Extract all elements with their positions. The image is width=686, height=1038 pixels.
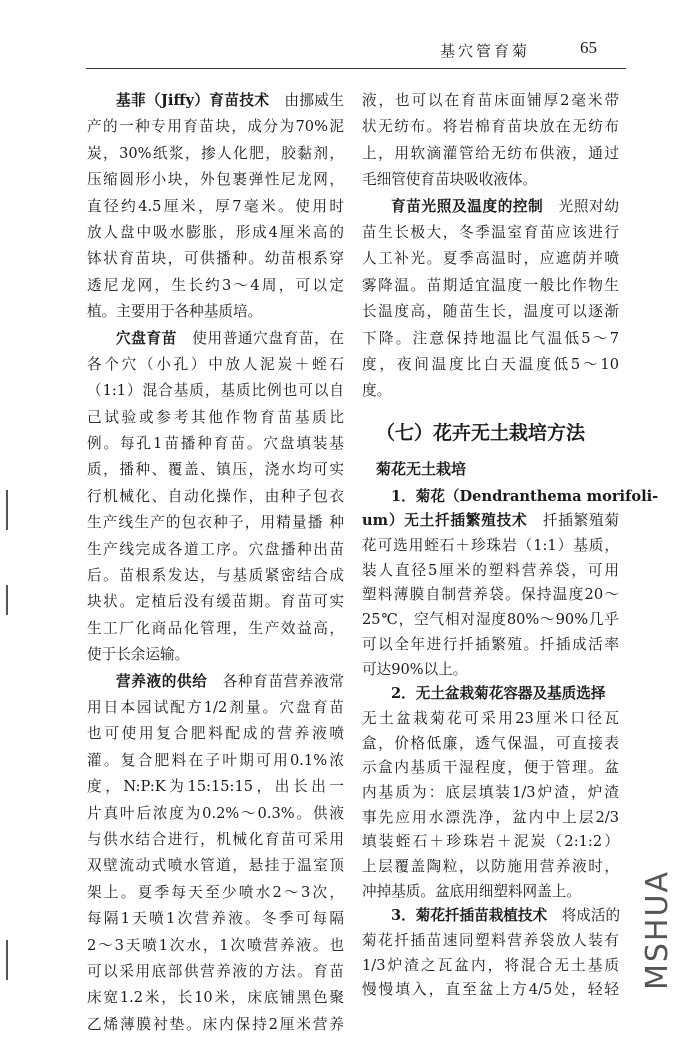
line-text: 放人盘中吸水膨胀，形成4厘米高的	[87, 223, 344, 241]
line-text: 钵状育苗块，可供播种。幼苗根系穿	[87, 250, 344, 268]
text-line	[87, 563, 344, 589]
text-line	[362, 352, 619, 378]
text-line	[362, 534, 619, 559]
text-line	[362, 682, 619, 707]
line-text: 可达90%以上。	[362, 660, 468, 678]
text-line	[87, 273, 344, 299]
text-line	[87, 194, 344, 220]
text-line	[362, 756, 619, 781]
text-line	[87, 246, 344, 272]
line-text: 质，播种、覆盖、镇压，浇水均可实	[87, 461, 344, 479]
text-line	[362, 880, 619, 905]
text-line	[87, 933, 344, 959]
text-line	[87, 537, 344, 563]
line-text: 花可选用蛭石＋珍珠岩（1:1）基质，	[362, 537, 619, 555]
text-line	[362, 929, 619, 954]
text-line	[362, 732, 619, 757]
text-line	[87, 748, 344, 774]
line-text: 使于长余运输。	[87, 646, 190, 664]
run-in-heading: 育苗光照及温度的控制	[391, 197, 544, 215]
running-title: 基穴管育菊	[440, 42, 531, 60]
text-line	[87, 827, 344, 853]
left-column	[87, 88, 344, 1038]
text-line	[87, 589, 344, 615]
line-text: 毛细管使育苗块吸收液体。	[362, 171, 538, 189]
line-text: 下降。注意保持地温比气温低5～7	[362, 329, 619, 347]
line-text: 可以采用底部供营养液的方法。育苗	[87, 962, 344, 980]
text-line	[87, 220, 344, 246]
line-text: 使用普通穴盘育苗，在	[176, 329, 344, 347]
line-text: 由挪威生	[269, 92, 344, 109]
line-text: （1:1）混合基质，基质比例也可以自	[87, 382, 344, 400]
line-text: 菊花扦插苗速同塑料营养袋放人装有	[362, 932, 619, 950]
text-line	[362, 781, 619, 806]
line-text: 用日本园试配方1/2剂量。穴盘育苗	[87, 698, 344, 716]
text-line	[87, 141, 344, 167]
line-text: 度。	[362, 382, 392, 400]
line-text: 灌。复合肥料在子叶期可用0.1%浓	[87, 751, 344, 769]
line-text: 状无纺布。将岩棉育苗块放在无纺布	[362, 118, 619, 136]
scan-artifact	[6, 490, 8, 530]
text-line	[87, 959, 344, 985]
line-text: 光照对幼	[543, 197, 619, 215]
scan-artifact	[6, 585, 8, 615]
line-text: 25℃，空气相对湿度80%～90%几乎	[362, 611, 619, 629]
line-text: 后。苗根系发达，与基质紧密结合成	[87, 567, 344, 585]
text-line	[362, 707, 619, 732]
text-line	[362, 485, 659, 510]
text-line	[87, 774, 344, 800]
line-text: 生产线完成各道工序。穴盘播种出苗	[87, 540, 344, 558]
run-in-heading: um）无土扦插繁殖技术	[362, 512, 528, 530]
run-in-heading: 营养液的供给	[116, 672, 208, 690]
text-line	[362, 167, 619, 193]
text-line	[362, 583, 619, 608]
text-line	[87, 669, 344, 695]
line-text: 2～3天喷1次水，1次喷营养液。也	[87, 936, 344, 954]
line-text: 无土盆栽菊花可采用23厘米口径瓦	[362, 709, 619, 727]
line-text: 行机械化、自动化操作，由种子包衣	[87, 487, 344, 505]
text-line	[87, 853, 344, 879]
run-in-heading: 2．无土盆栽菊花容器及基质选择	[391, 685, 606, 703]
text-line	[87, 906, 344, 932]
text-line	[362, 326, 619, 352]
line-text: 液，也可以在育苗床面铺厚2毫米带	[362, 92, 619, 109]
line-text: 压缩圆形小块，外包裹弹性尼龙网，	[87, 171, 344, 189]
line-text: 各种育苗营养液常	[207, 672, 344, 690]
text-line	[362, 954, 619, 979]
line-text: 双壁流动式喷水管道，悬挂于温室顶	[87, 857, 344, 875]
line-text: 内基质为：底层填装1/3炉渣，炉渣	[362, 783, 619, 801]
text-line	[87, 299, 344, 325]
text-line	[362, 978, 619, 1003]
text-line	[362, 559, 619, 584]
text-line	[362, 855, 619, 880]
text-line	[362, 633, 619, 658]
line-text: 长温度高，随苗生长，温度可以逐渐	[362, 303, 619, 321]
text-line	[362, 299, 619, 325]
text-line	[362, 509, 619, 534]
text-line	[87, 405, 344, 431]
text-line	[87, 167, 344, 193]
line-text: 每隔1天喷1次营养液。冬季可每隔	[87, 910, 344, 928]
text-line	[362, 904, 619, 929]
line-text: 扦插繁殖菊	[527, 512, 619, 530]
subsection-heading: 菊花无土栽培	[376, 459, 467, 478]
run-in-heading: 穴盘育苗	[116, 329, 177, 347]
run-in-heading: 1．菊花（Dendranthema morifoli-	[391, 487, 659, 505]
text-line	[362, 830, 619, 855]
line-text: 透尼龙网，生长约3～4周，可以定	[87, 276, 344, 294]
page-number: 65	[580, 38, 597, 57]
line-text: 也可使用复合肥料配成的营养液喷	[87, 725, 344, 743]
line-text: 床宽1.2米，长10米，床底铺黑色聚	[87, 989, 344, 1007]
run-in-heading: 基菲（Jiffy）育苗技术	[116, 92, 270, 109]
text-line	[87, 88, 344, 114]
text-line	[87, 114, 344, 140]
line-text: 可以全年进行扦插繁殖。扦插成活率	[362, 635, 619, 653]
text-line	[87, 431, 344, 457]
text-line	[362, 220, 619, 246]
line-text: 填装蛭石＋珍珠岩＋泥炭（2:1:2）	[362, 833, 619, 851]
line-text: 苗生长极大，冬季温室育苗应该进行	[362, 223, 619, 241]
line-text: 1/3炉渣之瓦盆内，将混合无土基质	[362, 956, 619, 974]
line-text: 装人直径5厘米的塑料营养袋，可用	[362, 561, 619, 579]
line-text: 各个穴（小孔）中放人泥炭＋蛭石	[87, 355, 344, 373]
line-text: 块状。定植后没有缓苗期。育苗可实	[87, 593, 344, 611]
line-text: 片真叶后浓度为0.2%～0.3%。供液	[87, 804, 344, 822]
line-text: 乙烯薄膜衬垫。床内保持2厘米营养	[87, 1015, 344, 1033]
text-line	[87, 695, 344, 721]
line-text: 盒，价格低廉，透气保温，可直接表	[362, 734, 619, 752]
line-text: 生产线生产的包衣种子，用精量播 种	[87, 514, 344, 532]
header-rule	[86, 68, 626, 69]
text-line	[87, 457, 344, 483]
line-text: 度，夜间温度比白天温度低5～10	[362, 355, 619, 373]
text-line	[87, 326, 344, 352]
text-line	[362, 378, 619, 404]
text-line	[87, 880, 344, 906]
line-text: 塑料薄膜自制营养袋。保持温度20～	[362, 586, 619, 604]
line-text: 生工厂化商品化管理，生产效益高，	[87, 619, 344, 637]
text-line	[362, 273, 619, 299]
line-text: 慢慢填入，直至盆上方4/5处，轻轻	[362, 981, 619, 999]
line-text: 冲掉基质。盆底用细塑料网盖上。	[362, 882, 581, 900]
watermark: MSHUA	[640, 870, 675, 990]
text-line	[362, 806, 619, 831]
line-text: 上，用软滴灌管给无纺布供液，通过	[362, 144, 619, 162]
text-line	[362, 608, 619, 633]
section-heading: （七）花卉无土栽培方法	[376, 421, 586, 444]
text-line	[362, 246, 619, 272]
scan-artifact	[6, 940, 8, 980]
text-line	[362, 658, 619, 683]
text-line	[87, 484, 344, 510]
text-line	[87, 510, 344, 536]
text-line	[362, 194, 619, 220]
text-line	[87, 801, 344, 827]
line-text: 事先应用水漂洗净，盆内中上层2/3	[362, 808, 619, 826]
text-line	[362, 141, 619, 167]
line-text: 人工补光。夏季高温时，应遮荫并喷	[362, 250, 619, 268]
line-text: 炭，30%纸浆，掺人化肥，胶黏剂，	[87, 144, 344, 162]
line-text: 例。每孔1苗播种育苗。穴盘填装基	[87, 435, 344, 453]
text-line	[87, 985, 344, 1011]
line-text: 雾降温。苗期适宜温度一般比作物生	[362, 276, 619, 294]
text-line	[362, 88, 619, 114]
line-text: 直径约4.5厘米，厚7毫米。使用时	[87, 197, 344, 215]
line-text: 产的一种专用育苗块，成分为70%泥	[87, 118, 344, 136]
line-text: 架上。夏季每天至少喷水2～3次，	[87, 883, 344, 901]
text-line	[87, 378, 344, 404]
line-text: 己试验或参考其他作物育苗基质比	[87, 408, 344, 426]
line-text: 植。主要用于各种基质培。	[87, 303, 263, 321]
text-line	[87, 1012, 344, 1038]
line-text: 示盒内基质干湿程度，便于管理。盆	[362, 759, 619, 777]
text-line	[362, 114, 619, 140]
text-line	[87, 642, 344, 668]
run-in-heading: 3．菊花扦插苗栽植技术	[391, 907, 548, 925]
right-column-top	[362, 88, 619, 405]
line-text: 上层覆盖陶粒，以防施用营养液时，	[362, 858, 619, 875]
text-line	[87, 352, 344, 378]
line-text: 度，N:P:K为15:15:15，出长出一	[87, 778, 344, 796]
text-line	[87, 721, 344, 747]
text-line	[87, 616, 344, 642]
line-text: 与供水结合进行，机械化育苗可采用	[87, 830, 344, 848]
line-text: 将成活的	[547, 907, 621, 925]
